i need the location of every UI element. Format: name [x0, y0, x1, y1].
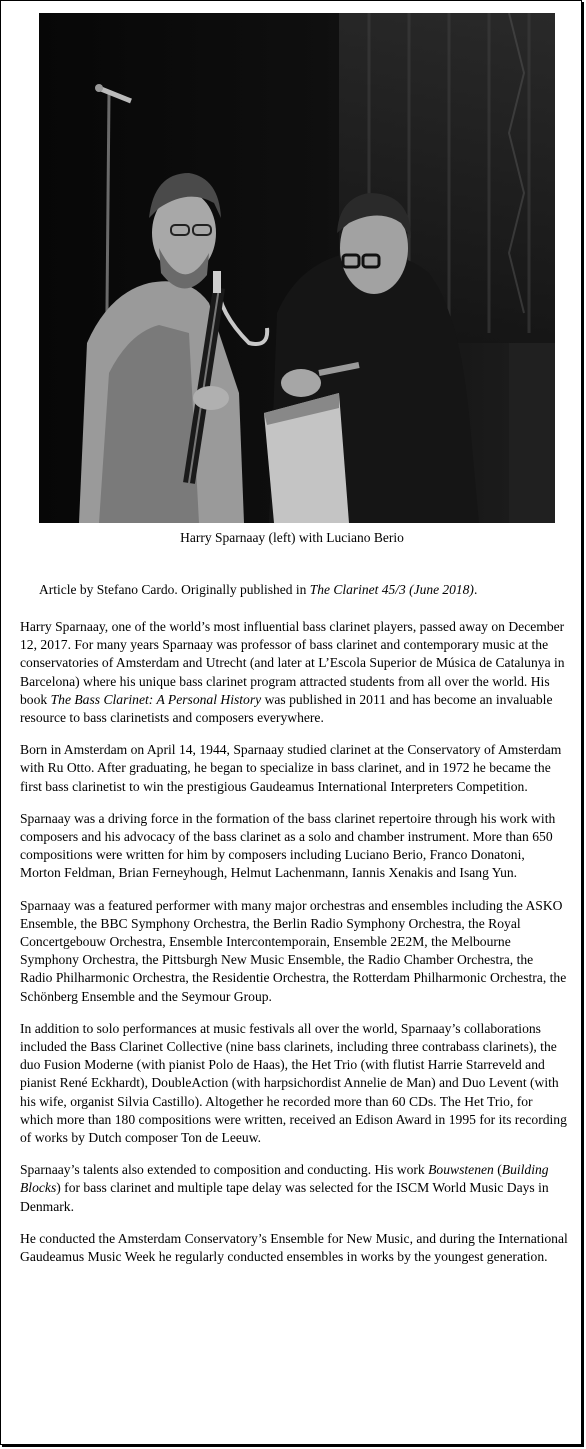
paragraph-1 — [20, 618, 568, 727]
byline-prefix: Article by Stefano Cardo. Originally published in — [39, 582, 310, 597]
work-title-translation: Building Blocks — [20, 1162, 549, 1196]
article-byline — [39, 582, 569, 598]
paragraph-6-text-b: ( — [493, 1162, 502, 1178]
paragraph-5: In addition to solo performances at music festivals all over the world, Sparnaay’s collaborations included the Bass Clarinet Collective (nine bass clarinets, including three contrabass clarinets), the duo Fusion Moderne (with pianist Polo de Haas), the Het Trio (with flutist Harrie Starreveld and pianist René Eckhardt), DoubleAction (with harpsichordist Annelie de Man) and Duo Levent (with his wife, organist Silvia Castillo). Altogether he recorded more than 60 CDs. The Het Trio, for which more than 180 compositions were written, received an Edison Award in 1995 for its recording of works by Dutch composer Ton de Leeuw. — [20, 1020, 567, 1146]
book-title: The Bass Clarinet: A Personal History — [50, 691, 262, 707]
work-title: Bouwstenen — [428, 1162, 494, 1178]
paragraph-2: Born in Amsterdam on April 14, 1944, Sparnaay studied clarinet at the Conservatory of Amsterdam with Ru Otto. After graduating, he began to specialize in bass clarinet, and in 1972 he became the first bass clarinetist to win the prestigious Gaudeamus International Interpreters Competition. — [20, 742, 562, 794]
article-body — [20, 618, 568, 1280]
paragraph-3: Sparnaay was a driving force in the formation of the bass clarinet repertoire through his work with composers and his advocacy of the bass clarinet as a solo and chamber instrument. More than 650 compositions were written for him by composers including Luciano Berio, Franco Donatoni, Morton Feldman, Brian Ferneyhough, Helmut Lachenmann, Iannis Xenakis and Isang Yun. — [20, 810, 556, 881]
paragraph-6-text-a: Sparnaay’s talents also extended to composition and conducting. His work — [20, 1162, 429, 1178]
byline-source: The Clarinet 45/3 (June 2018) — [309, 582, 474, 597]
byline-suffix: . — [473, 582, 478, 597]
paragraph-4: Sparnaay was a featured performer with many major orchestras and ensembles including the ASKO Ensemble, the BBC Symphony Orchestra, the Berlin Radio Symphony Orchestra, the Royal Concertgebouw Orchestra, Ensemble Intercontemporain, Ensemble 2E2M, the Melbourne Symphony Orchestra, the Pittsburgh New Music Ensemble, the Radio Chamber Orchestra, the Radio Philharmonic Orchestra, the Residentie Orchestra, the Rotterdam Philharmonic Orchestra, the Schönberg Ensemble and the Seymour Group. — [20, 897, 567, 1004]
paragraph-6 — [20, 1161, 568, 1216]
paragraph-6-text-c: ) for bass clarinet and multiple tape delay was selected for the ISCM World Music Days in Denmark. — [20, 1180, 549, 1214]
paragraph-1-text-b: was published in 2011 and has become an invaluable resource to bass clarinetists and composers everywhere. — [20, 691, 553, 726]
article-photo — [39, 13, 555, 523]
paragraph-1-text-a: Harry Sparnaay, one of the world’s most influential bass clarinet players, passed away on December 12, 2017. For many years Sparnaay was professor of bass clarinet and contemporary music at the conservatories of Amsterdam and Utrecht (and later at L’Escola Superior de Música de Catalunya in Barcelona) where his unique bass clarinet program attracted students from all over the world. His book — [20, 619, 565, 707]
photo-caption: Harry Sparnaay (left) with Luciano Berio — [180, 530, 404, 545]
photo-image — [39, 13, 555, 523]
paragraph-7: He conducted the Amsterdam Conservatory’s Ensemble for New Music, and during the International Gaudeamus Music Week he regularly conducted ensembles in works by the youngest generation. — [20, 1230, 568, 1265]
